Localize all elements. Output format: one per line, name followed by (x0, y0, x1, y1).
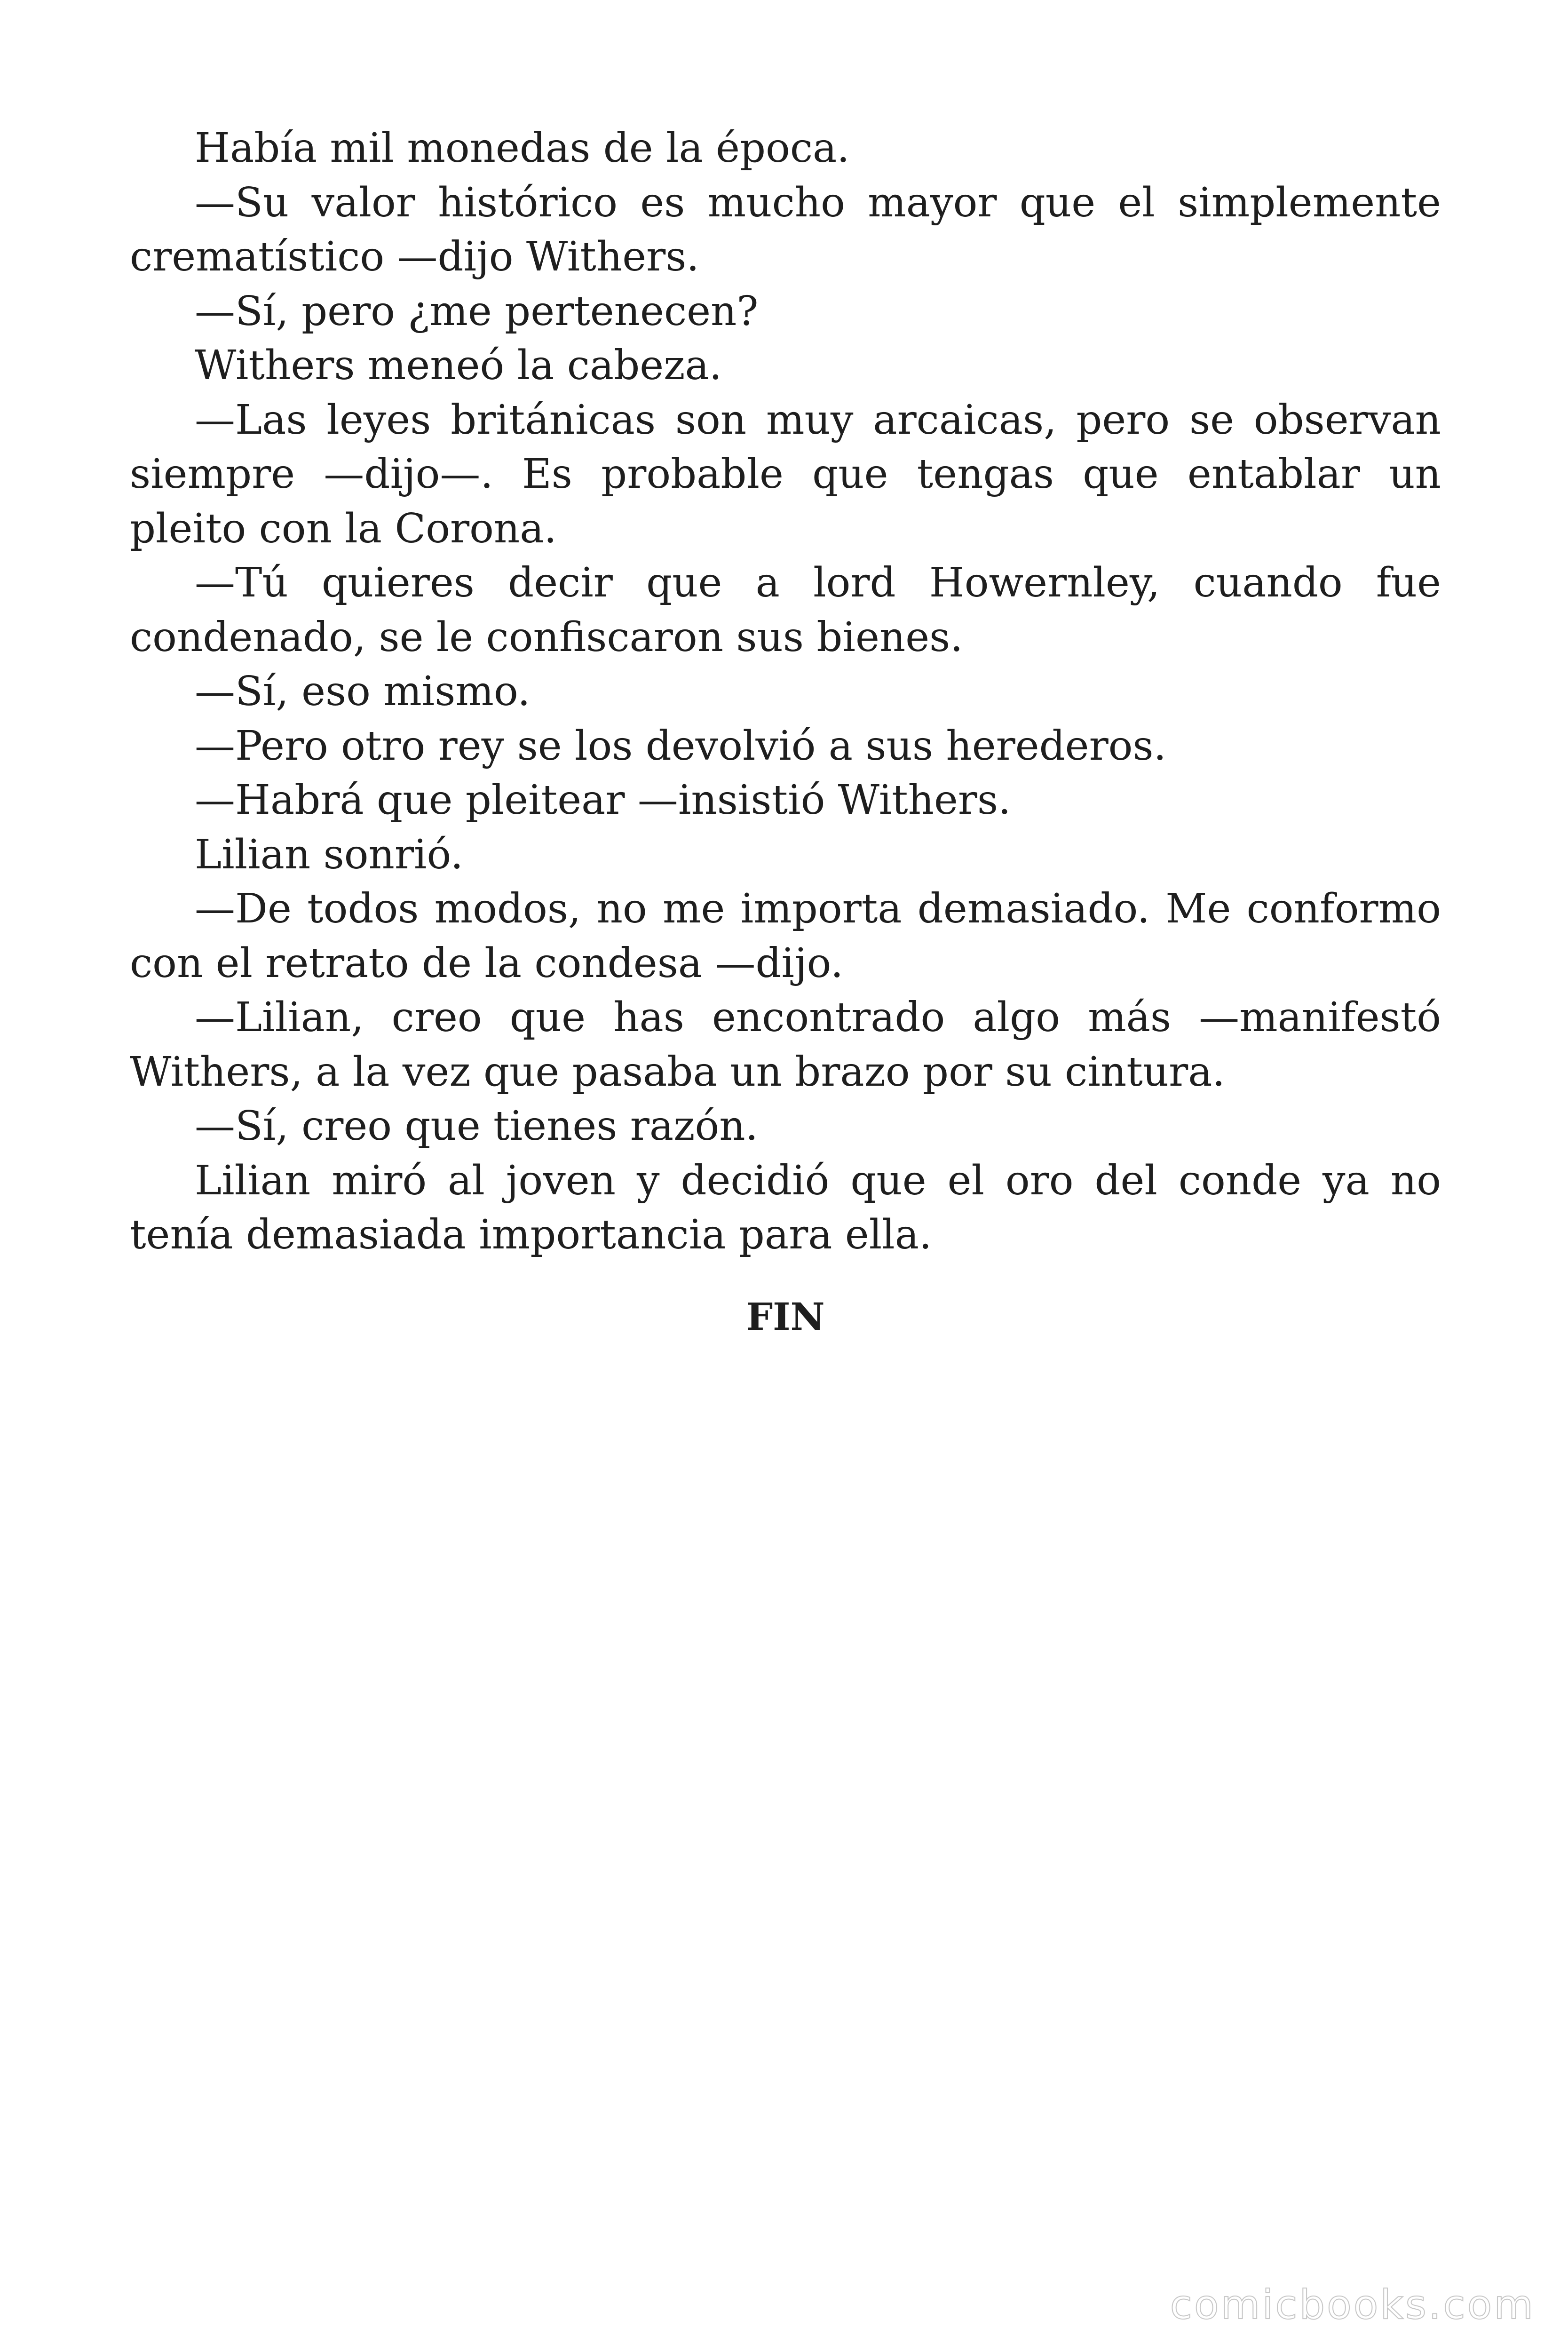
paragraph-1: Había mil monedas de la época. (195, 125, 850, 172)
paragraph-4: Withers meneó la cabeza. (195, 342, 722, 389)
paragraph-13: —Sí, creo que tienes razón. (195, 1103, 758, 1150)
paragraph-12: —Lilian, creo que has encontrado algo más —manifestó Withers, a la vez que pasaba un brazo por su cintura. (130, 994, 1441, 1096)
paragraph-2: —Su valor histórico es mucho mayor que el simplemente crematístico —dijo Withers. (130, 179, 1441, 280)
paragraph-7: —Sí, eso mismo. (195, 668, 531, 715)
paragraph-6: —Tú quieres decir que a lord Howernley, cuando fue condenado, se le confiscaron sus bienes. (130, 559, 1441, 661)
paragraph-5: —Las leyes británicas son muy arcaicas, pero se observan siempre —dijo—. Es probable que tengas que entablar un pleito con la Corona. (130, 396, 1441, 552)
watermark-text: comicbooks.com (1170, 2281, 1535, 2328)
end-title: FIN (746, 1294, 825, 1339)
paragraph-9: —Habrá que pleitear —insistió Withers. (195, 777, 1011, 824)
paragraph-3: —Sí, pero ¿me pertenecen? (195, 287, 759, 335)
paragraph-10: Lilian sonrió. (195, 831, 464, 878)
paragraph-14: Lilian miró al joven y decidió que el oro del conde ya no tenía demasiada importancia para ella. (130, 1157, 1441, 1258)
paragraph-11: —De todos modos, no me importa demasiado. Me conformo con el retrato de la condesa —dijo. (130, 885, 1441, 987)
paragraph-8: —Pero otro rey se los devolvió a sus herederos. (195, 722, 1166, 770)
body-text (130, 121, 1441, 1344)
